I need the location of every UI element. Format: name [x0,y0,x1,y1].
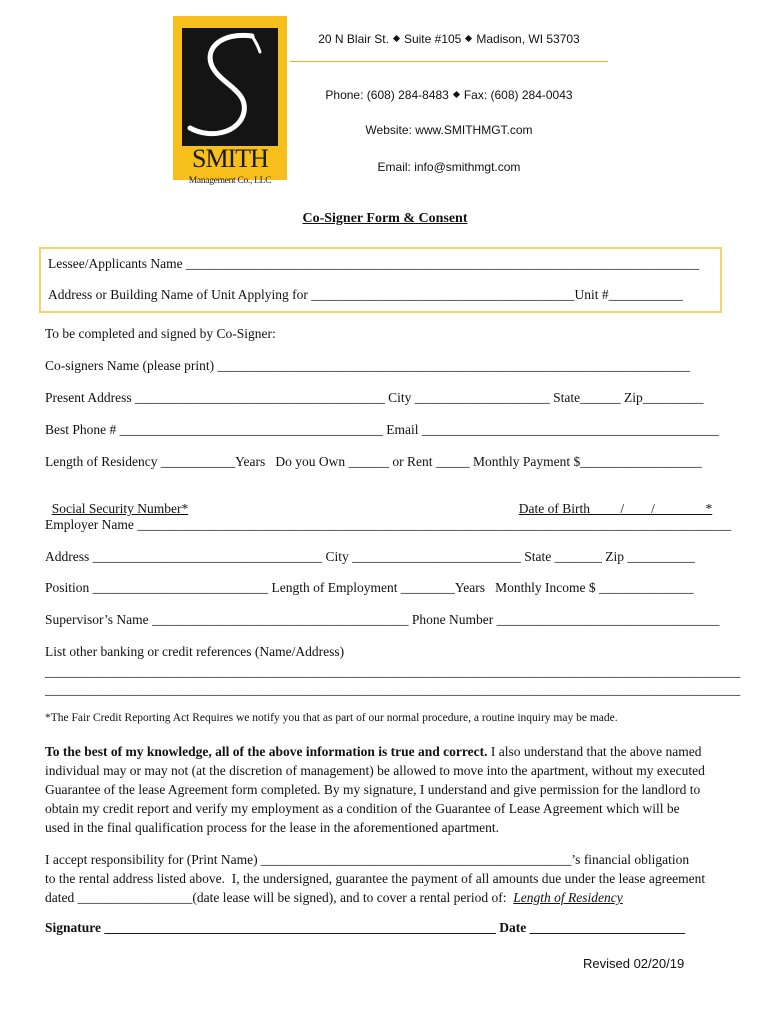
fax: Fax: (608) 284-0043 [463,88,573,102]
employer-field[interactable]: Employer Name ________________________________________________________________________________________ [45,517,732,532]
unit-address-field[interactable]: Address or Building Name of Unit Applying for _______________________________________Unit #___________ [48,287,683,302]
diamond-bullet-icon [393,35,400,42]
ssn-label: Social Security Number* [51,501,189,516]
header-divider [290,61,608,62]
logo-tagline: Management Co., LLC [188,176,272,186]
reference-line[interactable]: _______________________________________________________________________________________________________ [45,682,741,697]
logo-name: SMITH [192,144,268,173]
cosigner-instructions: To be completed and signed by Co-Signer: [45,326,276,341]
phone-email-field[interactable]: Best Phone # _______________________________________ Email ____________________________________________ [45,422,719,437]
diamond-bullet-icon [453,91,460,98]
company-logo [173,16,287,186]
dob-label: Date of Birth / / * [518,501,713,516]
present-address-field[interactable]: Present Address _____________________________________ City ____________________ State______ Zip_________ [45,390,704,405]
rental-period-term: Length of Residency [513,890,623,905]
street: 20 N Blair St. [318,32,389,46]
form-title: Co-Signer Form & Consent [302,211,468,226]
company-website[interactable]: Website: www.SMITHMGT.com [365,123,533,137]
phone: Phone: (608) 284-8483 [325,88,449,102]
fcra-notice: *The Fair Credit Reporting Act Requires we notify you that as part of our normal procedure, a routine inquiry may be made. [45,712,618,724]
employer-address-field[interactable]: Address __________________________________ City _________________________ State _______ Zip __________ [45,549,695,564]
position-field[interactable]: Position __________________________ Length of Employment ________Years Monthly Income $ ______________ [45,580,694,595]
certification-lead: To the best of my knowledge, all of the above information is true and correct. [45,744,488,759]
suite: Suite #105 [403,32,462,46]
lessee-name-field[interactable]: Lessee/Applicants Name ____________________________________________________________________________ [48,256,699,271]
logo-monogram-panel [182,28,278,146]
responsibility-paragraph[interactable]: I accept responsibility for (Print Name) ______________________________________________’s financial obligation to the rental address listed above. I, the undersigned, guarantee the payment of all amounts due under the lease agreement dated _________________(date lease will be signed), and to cover a rental period of: Length of Residency [45,852,706,905]
company-email[interactable]: Email: info@smithmgt.com [377,160,521,174]
cosigner-name-field[interactable]: Co-signers Name (please print) ______________________________________________________________________ [45,358,690,373]
diamond-bullet-icon [465,35,472,42]
certification-paragraph: To the best of my knowledge, all of the above information is true and correct. I also understand that the above named individual may or may not (at the discretion of management) be allowed to move into the apartment, without my executed Guarantee of the lease Agreement form completed. By my signature, I understand and give permission for the landlord to obtain my credit report and verify my employment as a condition of the Guarantee of Lease Agreement which will be used in the final qualification process for the lease in the aforementioned apartment. [45,744,705,835]
logo-monogram-s [182,28,278,146]
city-state-zip: Madison, WI 53703 [476,32,580,46]
revision-date: Revised 02/20/19 [583,956,685,971]
ssn-dob-row[interactable] [45,485,723,517]
company-address [290,32,608,46]
company-phone-fax [290,88,608,102]
reference-line[interactable]: _______________________________________________________________________________________________________ [45,664,741,679]
signature-date-field[interactable]: Signature __________________________________________________________ Date _______________________ [45,920,685,935]
residency-field[interactable]: Length of Residency ___________Years Do you Own ______ or Rent _____ Monthly Payment $__________________ [45,454,702,469]
references-label: List other banking or credit references (Name/Address) [45,644,345,659]
supervisor-field[interactable]: Supervisor’s Name ______________________________________ Phone Number _________________________________ [45,612,720,627]
